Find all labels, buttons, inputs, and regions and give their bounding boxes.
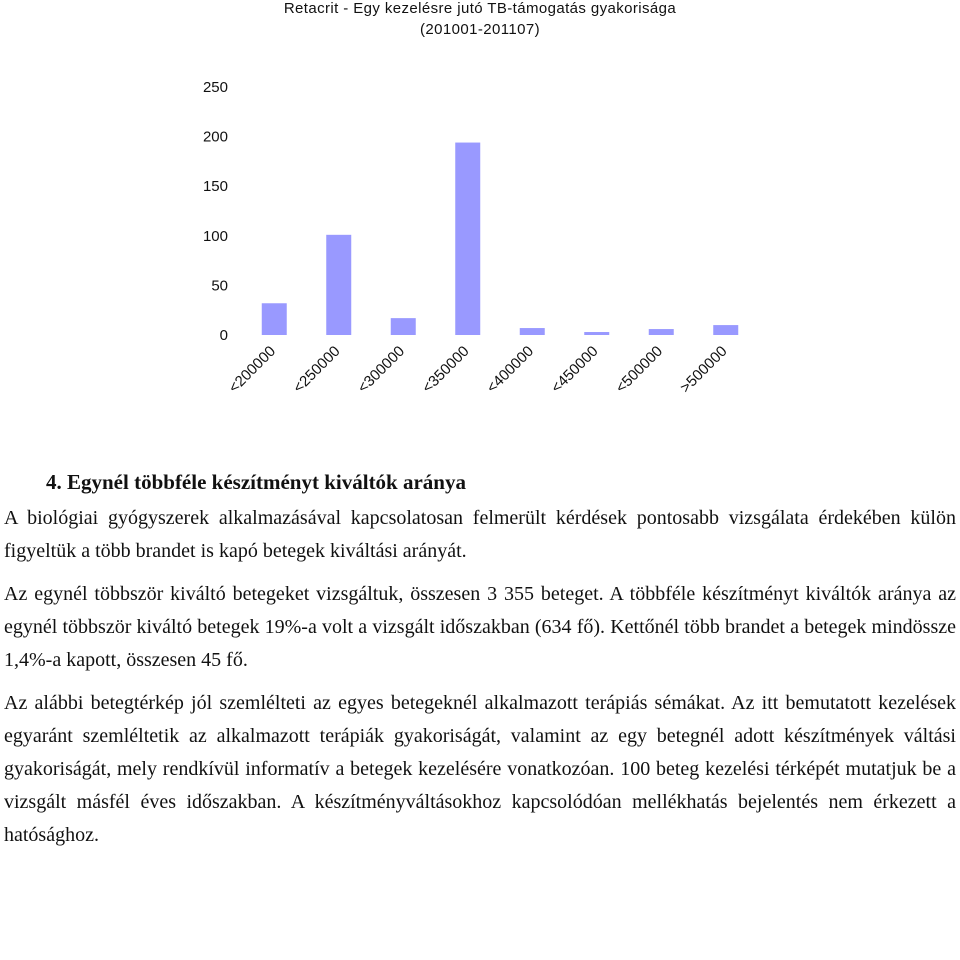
y-tick-label: 50 bbox=[211, 277, 228, 295]
document-body bbox=[4, 462, 956, 852]
chart-subtitle: (201001-201107) bbox=[420, 21, 540, 38]
bar bbox=[262, 303, 287, 335]
section-heading: 4. Egynél többféle készítményt kiváltók aránya bbox=[46, 470, 466, 494]
chart-container bbox=[0, 0, 960, 440]
bar bbox=[649, 329, 674, 335]
y-tick-label: 150 bbox=[202, 178, 228, 196]
x-tick-label: <400000 bbox=[483, 342, 538, 397]
chart-title: Retacrit - Egy kezelésre jutó TB-támogatás gyakorisága bbox=[283, 0, 677, 17]
y-tick-label: 200 bbox=[202, 128, 228, 146]
y-tick-label: 0 bbox=[219, 327, 228, 344]
y-tick-label: 250 bbox=[202, 79, 228, 96]
x-tick-label: <450000 bbox=[547, 342, 602, 397]
bar bbox=[391, 318, 416, 335]
paragraph-1: A biológiai gyógyszerek alkalmazásával kapcsolatosan felmerült kérdések pontosabb vizsgálata érdekében külön figyeltük a több brandet is kapó betegek kiváltási arányát. bbox=[4, 507, 956, 562]
x-tick-label: >500000 bbox=[676, 342, 731, 397]
x-tick-label: <300000 bbox=[354, 342, 409, 397]
bar bbox=[455, 143, 480, 335]
bar bbox=[713, 325, 738, 335]
x-tick-label: <350000 bbox=[418, 342, 473, 397]
paragraph-3: Az alábbi betegtérkép jól szemlélteti az egyes betegeknél alkalmazott terápiás sémákat. Az itt bemutatott kezelések egyaránt szemléltetik az alkalmazott terápiák gyakoriságát, valamint az egy betegnél adott készítmények váltási gyakoriságát, mely rendkívül informatív a betegek kezelésére vonatkozóan. 100 beteg kezelési térképét mutatjuk be a vizsgált másfél éves időszakban. A készítményváltásokhoz kapcsolódóan mellékhatás bejelentés nem érkezett a hatósághoz. bbox=[4, 692, 956, 846]
bar-chart bbox=[0, 0, 960, 440]
x-tick-label: <200000 bbox=[225, 342, 280, 397]
bar bbox=[584, 332, 609, 335]
x-tick-label: <500000 bbox=[612, 342, 667, 397]
y-tick-label: 100 bbox=[202, 227, 228, 245]
x-tick-label: <250000 bbox=[289, 342, 344, 397]
bar bbox=[326, 235, 351, 335]
paragraph-2: Az egynél többször kiváltó betegeket vizsgáltuk, összesen 3 355 beteget. A többféle készítményt kiváltók aránya az egynél többször kiváltó betegek 19%-a volt a vizsgált időszakban (634 fő). Kettőnél több brandet a betegek mindössze 1,4%-a kapott, összesen 45 fő. bbox=[4, 583, 956, 671]
bar bbox=[520, 328, 545, 335]
